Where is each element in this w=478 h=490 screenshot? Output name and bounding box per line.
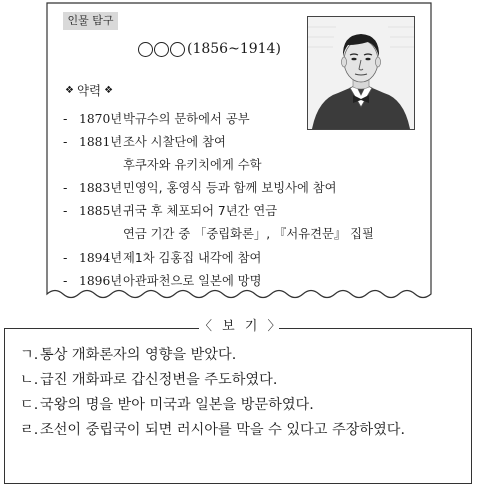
placeholder-circle (138, 42, 153, 57)
person-card (46, 2, 432, 308)
name-placeholder-circles (138, 42, 185, 57)
career-item-continued (63, 223, 423, 246)
option-marker: ㄷ. (20, 397, 39, 413)
career-item (63, 131, 423, 154)
bogi-option (20, 393, 460, 418)
career-item (63, 270, 423, 293)
career-text: 연금 기간 중 「중립화론」, 『서유견문』 집필 (123, 227, 374, 242)
career-year: 1894년 (79, 250, 123, 265)
section-heading-label: 약력 (76, 83, 102, 98)
career-year: 1881년 (79, 135, 123, 150)
career-list (63, 108, 423, 293)
career-text: 박규수의 문하에서 공부 (123, 112, 250, 126)
career-text: 민영익, 홍영식 등과 함께 보빙사에 참여 (123, 181, 337, 196)
career-item-continued (63, 154, 423, 177)
bogi-list (20, 343, 460, 443)
placeholder-circle (170, 42, 185, 57)
career-year: 1885년 (79, 204, 123, 219)
topic-tag: 인물 탐구 (63, 12, 118, 30)
career-year: 1870년 (79, 112, 123, 126)
dash-marker: - (63, 204, 68, 219)
career-item (63, 200, 423, 223)
bogi-option (20, 368, 460, 393)
career-text: 후쿠자와 유키치에게 수학 (123, 158, 262, 173)
bogi-option (20, 343, 460, 368)
career-text: 아관파천으로 일본에 망명 (123, 273, 262, 288)
career-text: 조사 시찰단에 참여 (123, 135, 226, 150)
bogi-option (20, 418, 460, 443)
dash-marker: - (63, 273, 68, 288)
career-item (63, 177, 423, 200)
dash-marker: - (63, 112, 68, 126)
career-text: 제1차 김홍집 내각에 참여 (123, 250, 262, 265)
bogi-title: 〈 보 기 〉 (199, 317, 279, 337)
career-year: 1883년 (79, 181, 123, 196)
section-heading (65, 81, 113, 99)
person-years: (1856~1914) (187, 41, 281, 57)
person-title (138, 36, 318, 62)
dash-marker: - (63, 181, 68, 196)
option-marker: ㄱ. (20, 347, 39, 363)
diamond-icon: ❖ (104, 84, 114, 96)
option-text: 국왕의 명을 받아 미국과 일본을 방문하였다. (40, 397, 314, 413)
option-text: 급진 개화파로 갑신정변을 주도하였다. (40, 372, 278, 388)
placeholder-circle (154, 42, 169, 57)
option-marker: ㄴ. (20, 372, 39, 388)
career-item (63, 247, 423, 270)
diamond-icon: ❖ (65, 84, 74, 96)
dash-marker: - (63, 135, 68, 150)
dash-marker: - (63, 250, 68, 265)
career-item (63, 108, 423, 131)
option-marker: ㄹ. (20, 422, 39, 438)
career-text: 귀국 후 체포되어 7년간 연금 (123, 204, 278, 219)
option-text: 통상 개화론자의 영향을 받았다. (40, 347, 237, 363)
career-year: 1896년 (79, 273, 123, 288)
option-text: 조선이 중립국이 되면 러시아를 막을 수 있다고 주장하였다. (40, 422, 406, 438)
